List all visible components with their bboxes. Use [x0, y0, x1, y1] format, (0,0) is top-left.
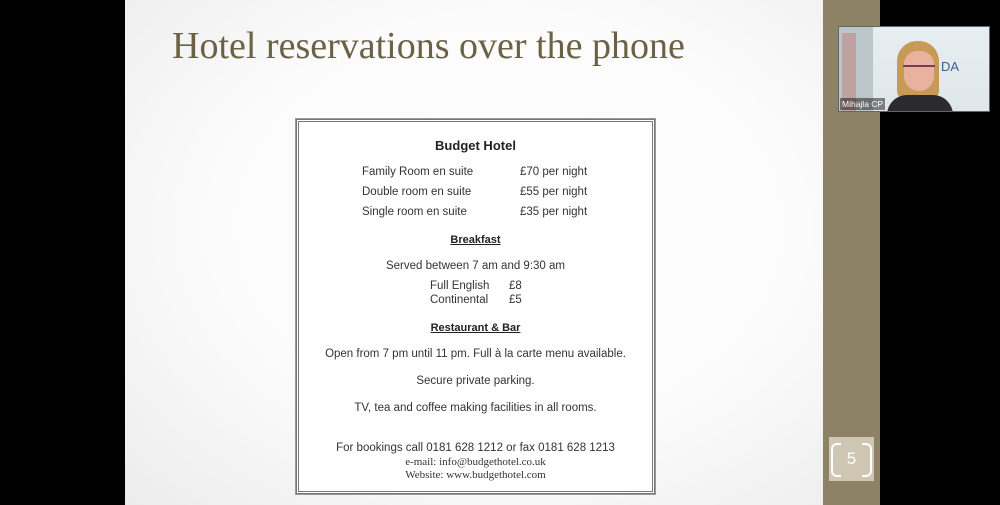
booking-email: e-mail: info@budgethotel.co.uk — [405, 456, 546, 468]
booking-contact: For bookings call 0181 628 1212 or fax 0181 628 1213 — [336, 442, 615, 454]
page-number: 5 — [846, 449, 857, 468]
room-price: £55 per night — [520, 186, 588, 198]
hotel-flyer — [296, 119, 655, 494]
participant-video-tile[interactable] — [838, 26, 990, 112]
facilities-info: TV, tea and coffee making facilities in all rooms. — [354, 402, 597, 414]
room-price: £35 per night — [520, 206, 588, 218]
slide-title: Hotel reservations over the phone — [172, 25, 685, 67]
page-number-badge — [829, 437, 874, 481]
booking-website: Website: www.budgethotel.com — [405, 469, 546, 481]
breakfast-option: Full English — [430, 280, 490, 292]
restaurant-heading: Restaurant & Bar — [430, 322, 521, 334]
breakfast-option: Continental — [430, 294, 489, 306]
hotel-name: Budget Hotel — [435, 138, 516, 153]
room-name: Single room en suite — [362, 206, 467, 218]
restaurant-hours: Open from 7 pm until 11 pm. Full à la carte menu available. — [325, 348, 626, 360]
presentation-slide — [125, 0, 823, 505]
room-name: Double room en suite — [362, 186, 472, 198]
room-price: £70 per night — [520, 166, 588, 178]
video-wall-logo: DA — [941, 59, 960, 74]
parking-info: Secure private parking. — [416, 375, 535, 387]
breakfast-hours: Served between 7 am and 9:30 am — [385, 260, 565, 272]
glasses-icon — [903, 65, 935, 73]
participant-body — [887, 95, 953, 112]
breakfast-price: £5 — [509, 294, 522, 306]
participant-name: Mihajla CP — [842, 99, 884, 109]
room-name: Family Room en suite — [362, 166, 474, 178]
breakfast-heading: Breakfast — [450, 234, 501, 246]
breakfast-price: £8 — [509, 280, 522, 292]
